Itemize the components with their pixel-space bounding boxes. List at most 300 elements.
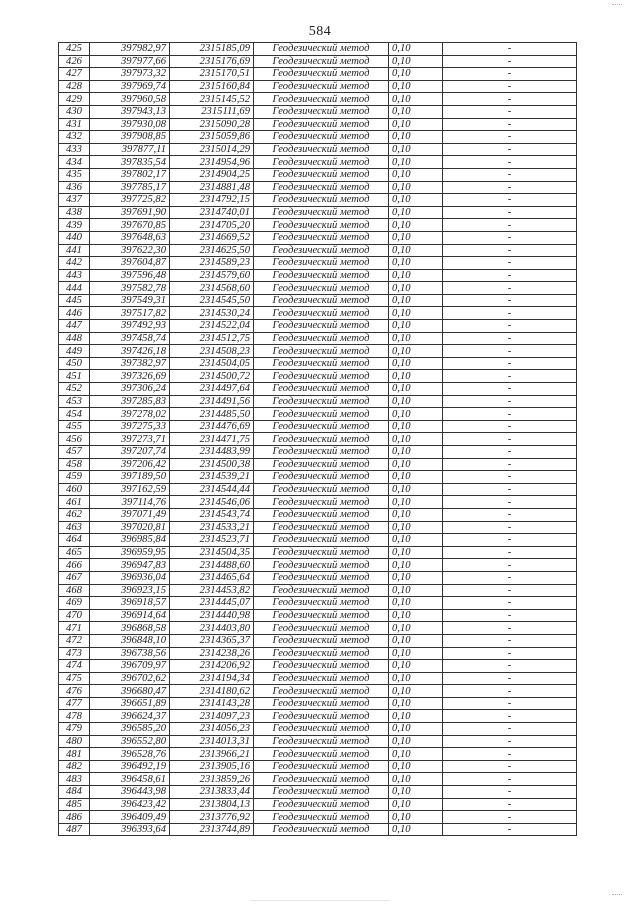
table-row <box>59 408 577 421</box>
method-cell: Геодезический метод <box>254 773 389 786</box>
table-row <box>59 181 577 194</box>
accuracy-cell: 0,10 <box>389 370 443 383</box>
method-cell: Геодезический метод <box>254 408 389 421</box>
accuracy-cell: 0,10 <box>389 786 443 799</box>
accuracy-cell: 0,10 <box>389 143 443 156</box>
method-cell: Геодезический метод <box>254 383 389 396</box>
method-cell: Геодезический метод <box>254 760 389 773</box>
coord-y: 2314476,69 <box>170 420 254 433</box>
coord-y: 2314440,98 <box>170 609 254 622</box>
accuracy-cell: 0,10 <box>389 332 443 345</box>
method-cell: Геодезический метод <box>254 811 389 824</box>
coord-y: 2314445,07 <box>170 597 254 610</box>
accuracy-cell: 0,10 <box>389 131 443 144</box>
table-row <box>59 219 577 232</box>
coord-y: 2314543,74 <box>170 508 254 521</box>
table-row <box>59 420 577 433</box>
coord-y: 2314533,21 <box>170 521 254 534</box>
coord-x: 397278,02 <box>90 408 170 421</box>
coord-y: 2313905,16 <box>170 760 254 773</box>
coord-y: 2314589,23 <box>170 257 254 270</box>
note-cell: - <box>443 194 577 207</box>
accuracy-cell: 0,10 <box>389 723 443 736</box>
note-cell: - <box>443 660 577 673</box>
method-cell: Геодезический метод <box>254 257 389 270</box>
method-cell: Геодезический метод <box>254 723 389 736</box>
point-number: 475 <box>59 672 90 685</box>
note-cell: - <box>443 370 577 383</box>
coord-x: 397071,49 <box>90 508 170 521</box>
coord-x: 396528,76 <box>90 748 170 761</box>
coord-x: 396552,80 <box>90 735 170 748</box>
coord-x: 397492,93 <box>90 320 170 333</box>
coord-x: 397977,66 <box>90 55 170 68</box>
table-row <box>59 357 577 370</box>
point-number: 436 <box>59 181 90 194</box>
point-number: 467 <box>59 571 90 584</box>
method-cell: Геодезический метод <box>254 458 389 471</box>
coord-y: 2314544,44 <box>170 483 254 496</box>
coordinates-table <box>58 42 577 836</box>
coord-y: 2314881,48 <box>170 181 254 194</box>
point-number: 478 <box>59 710 90 723</box>
note-cell: - <box>443 811 577 824</box>
note-cell: - <box>443 823 577 836</box>
coord-x: 397596,48 <box>90 269 170 282</box>
coord-y: 2314500,72 <box>170 370 254 383</box>
method-cell: Геодезический метод <box>254 685 389 698</box>
accuracy-cell: 0,10 <box>389 546 443 559</box>
coord-y: 2314143,28 <box>170 697 254 710</box>
point-number: 429 <box>59 93 90 106</box>
method-cell: Геодезический метод <box>254 534 389 547</box>
note-cell: - <box>443 546 577 559</box>
note-cell: - <box>443 697 577 710</box>
page-number: 584 <box>308 24 332 39</box>
point-number: 456 <box>59 433 90 446</box>
table-row <box>59 105 577 118</box>
coord-x: 397306,24 <box>90 383 170 396</box>
accuracy-cell: 0,10 <box>389 760 443 773</box>
table-row <box>59 786 577 799</box>
coord-y: 2314625,50 <box>170 244 254 257</box>
point-number: 452 <box>59 383 90 396</box>
table-row <box>59 609 577 622</box>
point-number: 427 <box>59 68 90 81</box>
coord-y: 2315185,09 <box>170 43 254 56</box>
coordinates-table-body <box>59 43 577 836</box>
note-cell: - <box>443 231 577 244</box>
note-cell: - <box>443 471 577 484</box>
point-number: 439 <box>59 219 90 232</box>
coord-x: 397582,78 <box>90 282 170 295</box>
method-cell: Геодезический метод <box>254 194 389 207</box>
point-number: 477 <box>59 697 90 710</box>
method-cell: Геодезический метод <box>254 660 389 673</box>
point-number: 482 <box>59 760 90 773</box>
coord-y: 2314669,52 <box>170 231 254 244</box>
coord-y: 2314483,99 <box>170 446 254 459</box>
method-cell: Геодезический метод <box>254 823 389 836</box>
coord-x: 396985,84 <box>90 534 170 547</box>
coord-x: 397382,97 <box>90 357 170 370</box>
point-number: 487 <box>59 823 90 836</box>
coord-y: 2314365,37 <box>170 634 254 647</box>
method-cell: Геодезический метод <box>254 320 389 333</box>
coord-x: 397973,32 <box>90 68 170 81</box>
coord-y: 2314504,35 <box>170 546 254 559</box>
method-cell: Геодезический метод <box>254 370 389 383</box>
accuracy-cell: 0,10 <box>389 521 443 534</box>
method-cell: Геодезический метод <box>254 697 389 710</box>
coord-x: 396918,57 <box>90 597 170 610</box>
accuracy-cell: 0,10 <box>389 231 443 244</box>
note-cell: - <box>443 408 577 421</box>
table-row <box>59 471 577 484</box>
coord-x: 397785,17 <box>90 181 170 194</box>
note-cell: - <box>443 521 577 534</box>
accuracy-cell: 0,10 <box>389 420 443 433</box>
note-cell: - <box>443 307 577 320</box>
note-cell: - <box>443 496 577 509</box>
accuracy-cell: 0,10 <box>389 471 443 484</box>
accuracy-cell: 0,10 <box>389 168 443 181</box>
table-row <box>59 43 577 56</box>
note-cell: - <box>443 685 577 698</box>
note-cell: - <box>443 269 577 282</box>
accuracy-cell: 0,10 <box>389 282 443 295</box>
accuracy-cell: 0,10 <box>389 294 443 307</box>
accuracy-cell: 0,10 <box>389 748 443 761</box>
coord-y: 2314453,82 <box>170 584 254 597</box>
accuracy-cell: 0,10 <box>389 269 443 282</box>
coord-y: 2314500,38 <box>170 458 254 471</box>
note-cell: - <box>443 345 577 358</box>
method-cell: Геодезический метод <box>254 647 389 660</box>
note-cell: - <box>443 168 577 181</box>
accuracy-cell: 0,10 <box>389 597 443 610</box>
coord-x: 397960,58 <box>90 93 170 106</box>
method-cell: Геодезический метод <box>254 269 389 282</box>
coord-y: 2315145,52 <box>170 93 254 106</box>
table-row <box>59 395 577 408</box>
note-cell: - <box>443 597 577 610</box>
coord-x: 397285,83 <box>90 395 170 408</box>
table-row <box>59 68 577 81</box>
coord-y: 2314403,80 <box>170 622 254 635</box>
note-cell: - <box>443 622 577 635</box>
note-cell: - <box>443 332 577 345</box>
note-cell: - <box>443 383 577 396</box>
point-number: 471 <box>59 622 90 635</box>
accuracy-cell: 0,10 <box>389 181 443 194</box>
accuracy-cell: 0,10 <box>389 773 443 786</box>
point-number: 463 <box>59 521 90 534</box>
coord-x: 397458,74 <box>90 332 170 345</box>
coord-y: 2314504,05 <box>170 357 254 370</box>
coord-x: 397943,13 <box>90 105 170 118</box>
accuracy-cell: 0,10 <box>389 660 443 673</box>
note-cell: - <box>443 534 577 547</box>
point-number: 481 <box>59 748 90 761</box>
accuracy-cell: 0,10 <box>389 609 443 622</box>
coord-y: 2315014,29 <box>170 143 254 156</box>
table-row <box>59 370 577 383</box>
coord-y: 2314539,21 <box>170 471 254 484</box>
method-cell: Геодезический метод <box>254 143 389 156</box>
table-row <box>59 773 577 786</box>
note-cell: - <box>443 647 577 660</box>
note-cell: - <box>443 735 577 748</box>
accuracy-cell: 0,10 <box>389 105 443 118</box>
coord-x: 397114,76 <box>90 496 170 509</box>
accuracy-cell: 0,10 <box>389 508 443 521</box>
coord-y: 2315170,51 <box>170 68 254 81</box>
point-number: 445 <box>59 294 90 307</box>
coord-x: 396443,98 <box>90 786 170 799</box>
point-number: 474 <box>59 660 90 673</box>
point-number: 454 <box>59 408 90 421</box>
accuracy-cell: 0,10 <box>389 408 443 421</box>
table-row <box>59 231 577 244</box>
table-row <box>59 811 577 824</box>
coord-x: 397207,74 <box>90 446 170 459</box>
table-row <box>59 735 577 748</box>
point-number: 485 <box>59 798 90 811</box>
coord-y: 2314523,71 <box>170 534 254 547</box>
point-number: 438 <box>59 206 90 219</box>
coord-x: 397189,50 <box>90 471 170 484</box>
coord-y: 2315176,69 <box>170 55 254 68</box>
coord-y: 2314491,56 <box>170 395 254 408</box>
accuracy-cell: 0,10 <box>389 80 443 93</box>
note-cell: - <box>443 105 577 118</box>
accuracy-cell: 0,10 <box>389 118 443 131</box>
method-cell: Геодезический метод <box>254 282 389 295</box>
accuracy-cell: 0,10 <box>389 68 443 81</box>
point-number: 443 <box>59 269 90 282</box>
accuracy-cell: 0,10 <box>389 55 443 68</box>
method-cell: Геодезический метод <box>254 748 389 761</box>
point-number: 442 <box>59 257 90 270</box>
note-cell: - <box>443 446 577 459</box>
note-cell: - <box>443 634 577 647</box>
method-cell: Геодезический метод <box>254 118 389 131</box>
coord-y: 2315160,84 <box>170 80 254 93</box>
coord-x: 396947,83 <box>90 559 170 572</box>
coord-y: 2315059,86 <box>170 131 254 144</box>
method-cell: Геодезический метод <box>254 332 389 345</box>
method-cell: Геодезический метод <box>254 496 389 509</box>
table-row <box>59 55 577 68</box>
table-row <box>59 168 577 181</box>
note-cell: - <box>443 508 577 521</box>
table-row <box>59 697 577 710</box>
coord-x: 396423,42 <box>90 798 170 811</box>
point-number: 484 <box>59 786 90 799</box>
coord-x: 396868,58 <box>90 622 170 635</box>
method-cell: Геодезический метод <box>254 735 389 748</box>
method-cell: Геодезический метод <box>254 609 389 622</box>
coord-x: 397622,30 <box>90 244 170 257</box>
note-cell: - <box>443 206 577 219</box>
note-cell: - <box>443 483 577 496</box>
note-cell: - <box>443 395 577 408</box>
coord-y: 2313804,13 <box>170 798 254 811</box>
note-cell: - <box>443 93 577 106</box>
note-cell: - <box>443 143 577 156</box>
accuracy-cell: 0,10 <box>389 93 443 106</box>
coord-y: 2314904,25 <box>170 168 254 181</box>
table-row <box>59 80 577 93</box>
note-cell: - <box>443 710 577 723</box>
method-cell: Геодезический метод <box>254 597 389 610</box>
note-cell: - <box>443 55 577 68</box>
point-number: 437 <box>59 194 90 207</box>
point-number: 470 <box>59 609 90 622</box>
table-row <box>59 257 577 270</box>
coord-y: 2313859,26 <box>170 773 254 786</box>
note-cell: - <box>443 80 577 93</box>
coord-y: 2314512,75 <box>170 332 254 345</box>
note-cell: - <box>443 118 577 131</box>
table-row <box>59 647 577 660</box>
method-cell: Геодезический метод <box>254 80 389 93</box>
coord-y: 2314465,64 <box>170 571 254 584</box>
note-cell: - <box>443 43 577 56</box>
method-cell: Геодезический метод <box>254 131 389 144</box>
accuracy-cell: 0,10 <box>389 43 443 56</box>
accuracy-cell: 0,10 <box>389 735 443 748</box>
method-cell: Геодезический метод <box>254 521 389 534</box>
coord-x: 397835,54 <box>90 156 170 169</box>
coord-x: 397877,11 <box>90 143 170 156</box>
coord-y: 2315090,28 <box>170 118 254 131</box>
coord-x: 396624,37 <box>90 710 170 723</box>
point-number: 455 <box>59 420 90 433</box>
coord-x: 397426,18 <box>90 345 170 358</box>
point-number: 469 <box>59 597 90 610</box>
coord-y: 2314545,50 <box>170 294 254 307</box>
coord-x: 396959,95 <box>90 546 170 559</box>
point-number: 483 <box>59 773 90 786</box>
scan-corner-mark <box>612 4 622 9</box>
coord-x: 397162,59 <box>90 483 170 496</box>
point-number: 444 <box>59 282 90 295</box>
point-number: 425 <box>59 43 90 56</box>
method-cell: Геодезический метод <box>254 622 389 635</box>
coord-x: 396458,61 <box>90 773 170 786</box>
method-cell: Геодезический метод <box>254 105 389 118</box>
coord-x: 397517,82 <box>90 307 170 320</box>
method-cell: Геодезический метод <box>254 219 389 232</box>
note-cell: - <box>443 420 577 433</box>
coord-y: 2314497,64 <box>170 383 254 396</box>
point-number: 450 <box>59 357 90 370</box>
accuracy-cell: 0,10 <box>389 446 443 459</box>
note-cell: - <box>443 786 577 799</box>
point-number: 465 <box>59 546 90 559</box>
coord-x: 396923,15 <box>90 584 170 597</box>
table-row <box>59 660 577 673</box>
table-row <box>59 345 577 358</box>
accuracy-cell: 0,10 <box>389 710 443 723</box>
coord-x: 397275,33 <box>90 420 170 433</box>
point-number: 458 <box>59 458 90 471</box>
scan-corner-mark-bottom <box>612 894 622 899</box>
point-number: 426 <box>59 55 90 68</box>
coord-x: 397930,08 <box>90 118 170 131</box>
table-row <box>59 508 577 521</box>
table-row <box>59 798 577 811</box>
point-number: 434 <box>59 156 90 169</box>
note-cell: - <box>443 672 577 685</box>
table-row <box>59 156 577 169</box>
accuracy-cell: 0,10 <box>389 194 443 207</box>
method-cell: Геодезический метод <box>254 571 389 584</box>
coord-y: 2314180,62 <box>170 685 254 698</box>
coord-y: 2314097,23 <box>170 710 254 723</box>
table-row <box>59 458 577 471</box>
coord-x: 397648,63 <box>90 231 170 244</box>
coord-y: 2313776,92 <box>170 811 254 824</box>
note-cell: - <box>443 584 577 597</box>
note-cell: - <box>443 760 577 773</box>
table-row <box>59 748 577 761</box>
accuracy-cell: 0,10 <box>389 383 443 396</box>
table-row <box>59 307 577 320</box>
table-row <box>59 194 577 207</box>
method-cell: Геодезический метод <box>254 307 389 320</box>
note-cell: - <box>443 320 577 333</box>
coord-y: 2314546,06 <box>170 496 254 509</box>
method-cell: Геодезический метод <box>254 345 389 358</box>
point-number: 457 <box>59 446 90 459</box>
table-row <box>59 584 577 597</box>
note-cell: - <box>443 458 577 471</box>
method-cell: Геодезический метод <box>254 420 389 433</box>
note-cell: - <box>443 798 577 811</box>
note-cell: - <box>443 571 577 584</box>
method-cell: Геодезический метод <box>254 634 389 647</box>
table-row <box>59 131 577 144</box>
coord-x: 396936,04 <box>90 571 170 584</box>
note-cell: - <box>443 282 577 295</box>
point-number: 479 <box>59 723 90 736</box>
table-row <box>59 282 577 295</box>
coord-x: 397908,85 <box>90 131 170 144</box>
table-row <box>59 118 577 131</box>
point-number: 428 <box>59 80 90 93</box>
table-row <box>59 269 577 282</box>
method-cell: Геодезический метод <box>254 483 389 496</box>
coord-y: 2314508,23 <box>170 345 254 358</box>
table-row <box>59 244 577 257</box>
accuracy-cell: 0,10 <box>389 811 443 824</box>
note-cell: - <box>443 609 577 622</box>
accuracy-cell: 0,10 <box>389 458 443 471</box>
accuracy-cell: 0,10 <box>389 206 443 219</box>
accuracy-cell: 0,10 <box>389 823 443 836</box>
coord-x: 397326,69 <box>90 370 170 383</box>
method-cell: Геодезический метод <box>254 357 389 370</box>
point-number: 466 <box>59 559 90 572</box>
accuracy-cell: 0,10 <box>389 395 443 408</box>
coord-x: 397969,74 <box>90 80 170 93</box>
point-number: 446 <box>59 307 90 320</box>
point-number: 430 <box>59 105 90 118</box>
method-cell: Геодезический метод <box>254 43 389 56</box>
